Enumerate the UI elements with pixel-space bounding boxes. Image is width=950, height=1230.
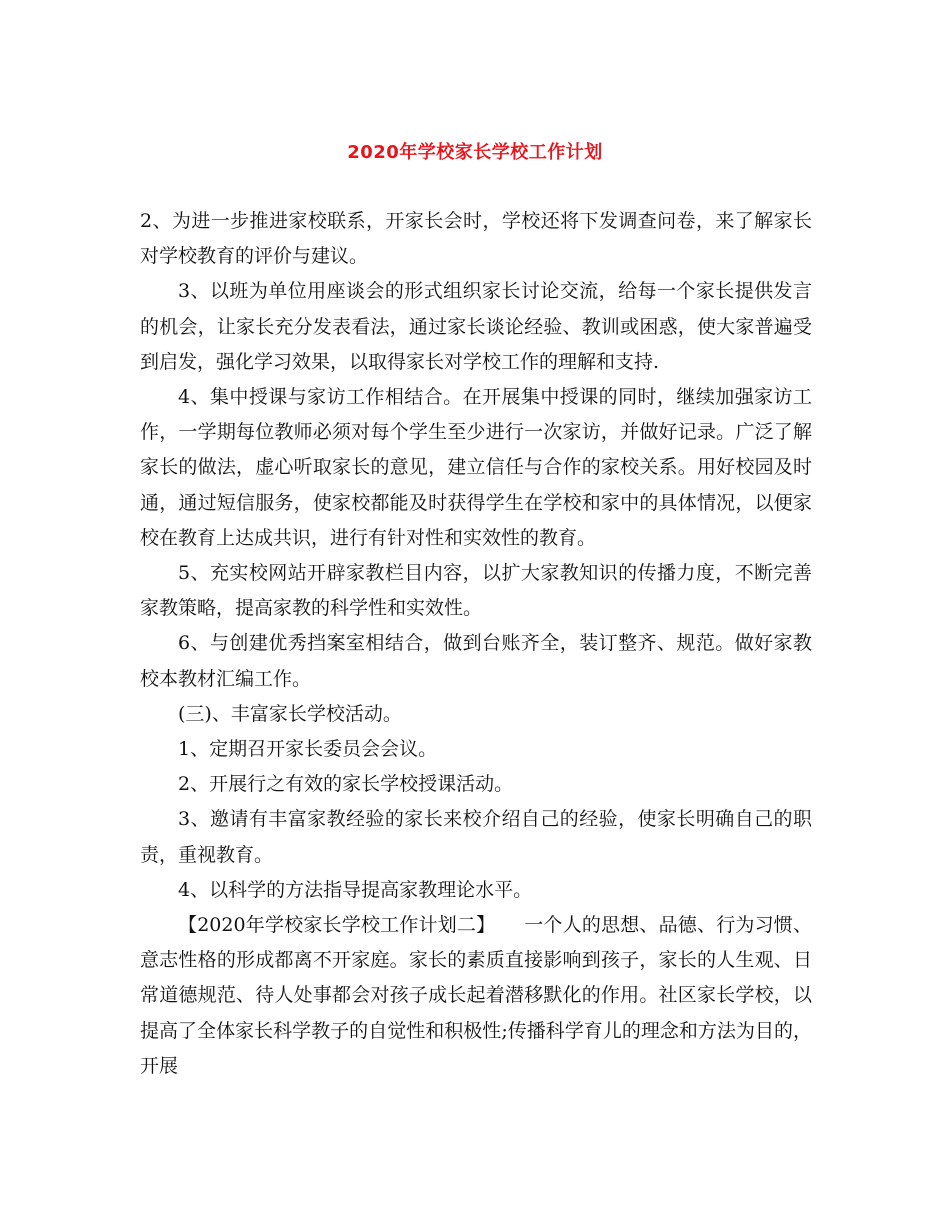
paragraph: 3、邀请有丰富家教经验的家长来校介绍自己的经验，使家长明确自己的职责，重视教育。 [140,808,812,866]
paragraph: 4、集中授课与家访工作相结合。在开展集中授课的同时，继续加强家访工作，一学期每位教师必须对每个学生至少进行一次家访，并做好记录。广泛了解家长的做法，虚心听取家长的意见，建立信任与合作的家校关系。用好校园及时通，通过短信服务，使家校都能及时获得学生在学校和家中的具体情况，以便家校在教育上达成共识，进行有针对性和实效性的教育。 [140,386,812,549]
document-title: 2020年学校家长学校工作计划 [347,142,603,163]
paragraph: 4、以科学的方法指导提高家教理论水平。 [178,878,533,901]
paragraph: 1、定期召开家长委员会会议。 [178,738,438,761]
paragraph: 3、以班为单位用座谈会的形式组织家长讨论交流，给每一个家长提供发言的机会，让家长充分发表看法，通过家长谈论经验、教训或困惑，使大家普遍受到启发，强化学习效果，以取得家长对学校工作的理解和支持. [140,280,812,373]
paragraph: 6、与创建优秀挡案室相结合，做到台账齐全，装订整齐、规范。做好家教校本教材汇编工作。 [140,632,812,690]
paragraph: 2、为进一步推进家校联系，开家长会时，学校还将下发调查问卷，来了解家长对学校教育的评价与建议。 [140,210,812,268]
document-body [140,204,812,1084]
paragraph: 5、充实校网站开辟家教栏目内容，以扩大家教知识的传播力度，不断完善家教策略，提高家教的科学性和实效性。 [140,562,812,620]
paragraph: 2、开展行之有效的家长学校授课活动。 [178,773,514,796]
paragraph: 【2020年学校家长学校工作计划二】 一个人的思想、品德、行为习惯、意志性格的形成都离不开家庭。家长的素质直接影响到孩子，家长的人生观、日常道德规范、待人处事都会对孩子成长起着潜移默化的作用。社区家长学校，以提高了全体家长科学教子的自觉性和积极性;传播科学育儿的理念和方法为目的，开展 [140,914,812,1077]
paragraph: (三)、丰富家长学校活动。 [178,702,402,725]
